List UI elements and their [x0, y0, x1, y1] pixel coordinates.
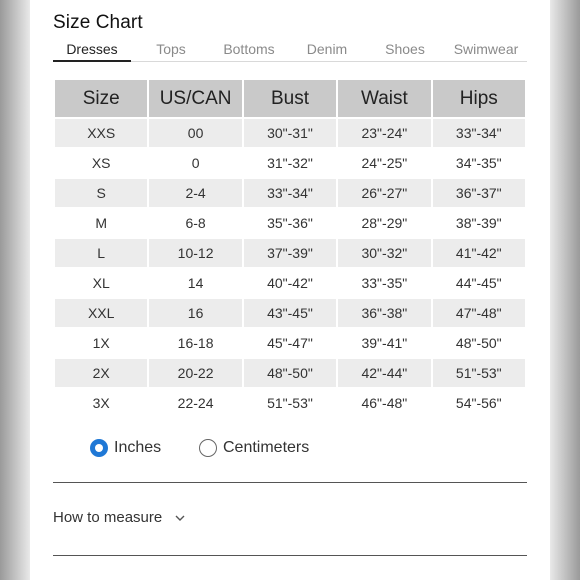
cell-us-can: 16	[149, 299, 241, 327]
cell-hips: 44"-45"	[455, 275, 502, 291]
cell-size: 1X	[92, 335, 110, 351]
cell-size: M	[95, 215, 108, 231]
cell-waist: 24"-25"	[361, 155, 408, 171]
cell-bust: 35"-36"	[267, 215, 313, 231]
header-bust: Bust	[244, 80, 336, 117]
cell-bust: 37"-39"	[244, 239, 336, 267]
cell-waist: 46"-48"	[361, 395, 408, 411]
cell-waist: 23"-24"	[338, 119, 430, 147]
divider	[53, 555, 527, 556]
table-row	[55, 119, 525, 147]
cell-waist: 36"-38"	[338, 299, 430, 327]
cell-hips: 48"-50"	[455, 335, 502, 351]
cell-size: XXL	[55, 299, 147, 327]
header-us-can: US/CAN	[149, 80, 241, 117]
tab-swimwear[interactable]: Swimwear	[453, 41, 519, 57]
inches-label: Inches	[114, 439, 162, 456]
cell-waist: 39"-41"	[361, 335, 408, 351]
cell-us-can: 0	[191, 155, 200, 171]
cell-size: 3X	[92, 395, 110, 411]
cell-bust: 51"-53"	[267, 395, 313, 411]
header-waist: Waist	[338, 80, 430, 117]
table-row	[55, 269, 525, 297]
tab-tops[interactable]: Tops	[156, 41, 186, 57]
cell-hips: 36"-37"	[433, 179, 525, 207]
cell-waist: 28"-29"	[361, 215, 408, 231]
radio-selected-icon	[90, 439, 108, 457]
cell-us-can: 2-4	[149, 179, 241, 207]
page-title: Size Chart	[53, 12, 143, 33]
cell-hips: 54"-56"	[455, 395, 502, 411]
tab-shoes[interactable]: Shoes	[385, 41, 425, 57]
header-size: Size	[55, 80, 147, 117]
how-to-measure-toggle[interactable]	[53, 509, 186, 526]
cell-waist: 42"-44"	[338, 359, 430, 387]
cell-size: XS	[91, 155, 111, 171]
tab-bottoms[interactable]: Bottoms	[223, 41, 275, 57]
table-row	[55, 239, 525, 267]
inches-radio[interactable]	[90, 439, 161, 457]
cell-size: 2X	[55, 359, 147, 387]
table-row	[55, 209, 525, 237]
cell-hips: 38"-39"	[455, 215, 502, 231]
cell-size: S	[55, 179, 147, 207]
centimeters-radio[interactable]	[199, 439, 309, 457]
cell-size: XXS	[55, 119, 147, 147]
chevron-down-icon	[174, 512, 186, 524]
cell-us-can: 22-24	[177, 395, 214, 411]
cell-hips: 34"-35"	[455, 155, 502, 171]
cell-hips: 41"-42"	[433, 239, 525, 267]
cell-bust: 43"-45"	[244, 299, 336, 327]
table-row	[55, 299, 525, 327]
cell-bust: 45"-47"	[267, 335, 313, 351]
cell-bust: 31"-32"	[267, 155, 313, 171]
category-tabs	[53, 41, 527, 62]
cell-size: XL	[92, 275, 110, 291]
size-table	[53, 78, 527, 419]
cell-bust: 48"-50"	[244, 359, 336, 387]
table-row	[55, 329, 525, 357]
tab-dresses[interactable]: Dresses	[53, 41, 131, 62]
cell-us-can: 20-22	[149, 359, 241, 387]
cell-hips: 47"-48"	[433, 299, 525, 327]
cell-bust: 33"-34"	[244, 179, 336, 207]
centimeters-label: Centimeters	[223, 439, 310, 456]
cell-waist: 30"-32"	[338, 239, 430, 267]
table-row	[55, 359, 525, 387]
size-chart-panel	[30, 0, 550, 580]
cell-bust: 30"-31"	[244, 119, 336, 147]
radio-unselected-icon	[199, 439, 217, 457]
table-row	[55, 149, 525, 177]
cell-waist: 26"-27"	[338, 179, 430, 207]
header-hips: Hips	[433, 80, 525, 117]
table-header-row	[55, 80, 525, 117]
cell-us-can: 00	[149, 119, 241, 147]
cell-hips: 33"-34"	[433, 119, 525, 147]
cell-bust: 40"-42"	[267, 275, 313, 291]
cell-waist: 33"-35"	[361, 275, 408, 291]
cell-us-can: 10-12	[149, 239, 241, 267]
cell-hips: 51"-53"	[433, 359, 525, 387]
table-row	[55, 179, 525, 207]
how-to-measure-label: How to measure	[53, 509, 163, 526]
cell-us-can: 6-8	[185, 215, 206, 231]
cell-us-can: 16-18	[177, 335, 214, 351]
divider	[53, 482, 527, 483]
cell-size: L	[55, 239, 147, 267]
tab-denim[interactable]: Denim	[306, 41, 348, 57]
cell-us-can: 14	[187, 275, 204, 291]
table-row	[55, 389, 525, 417]
